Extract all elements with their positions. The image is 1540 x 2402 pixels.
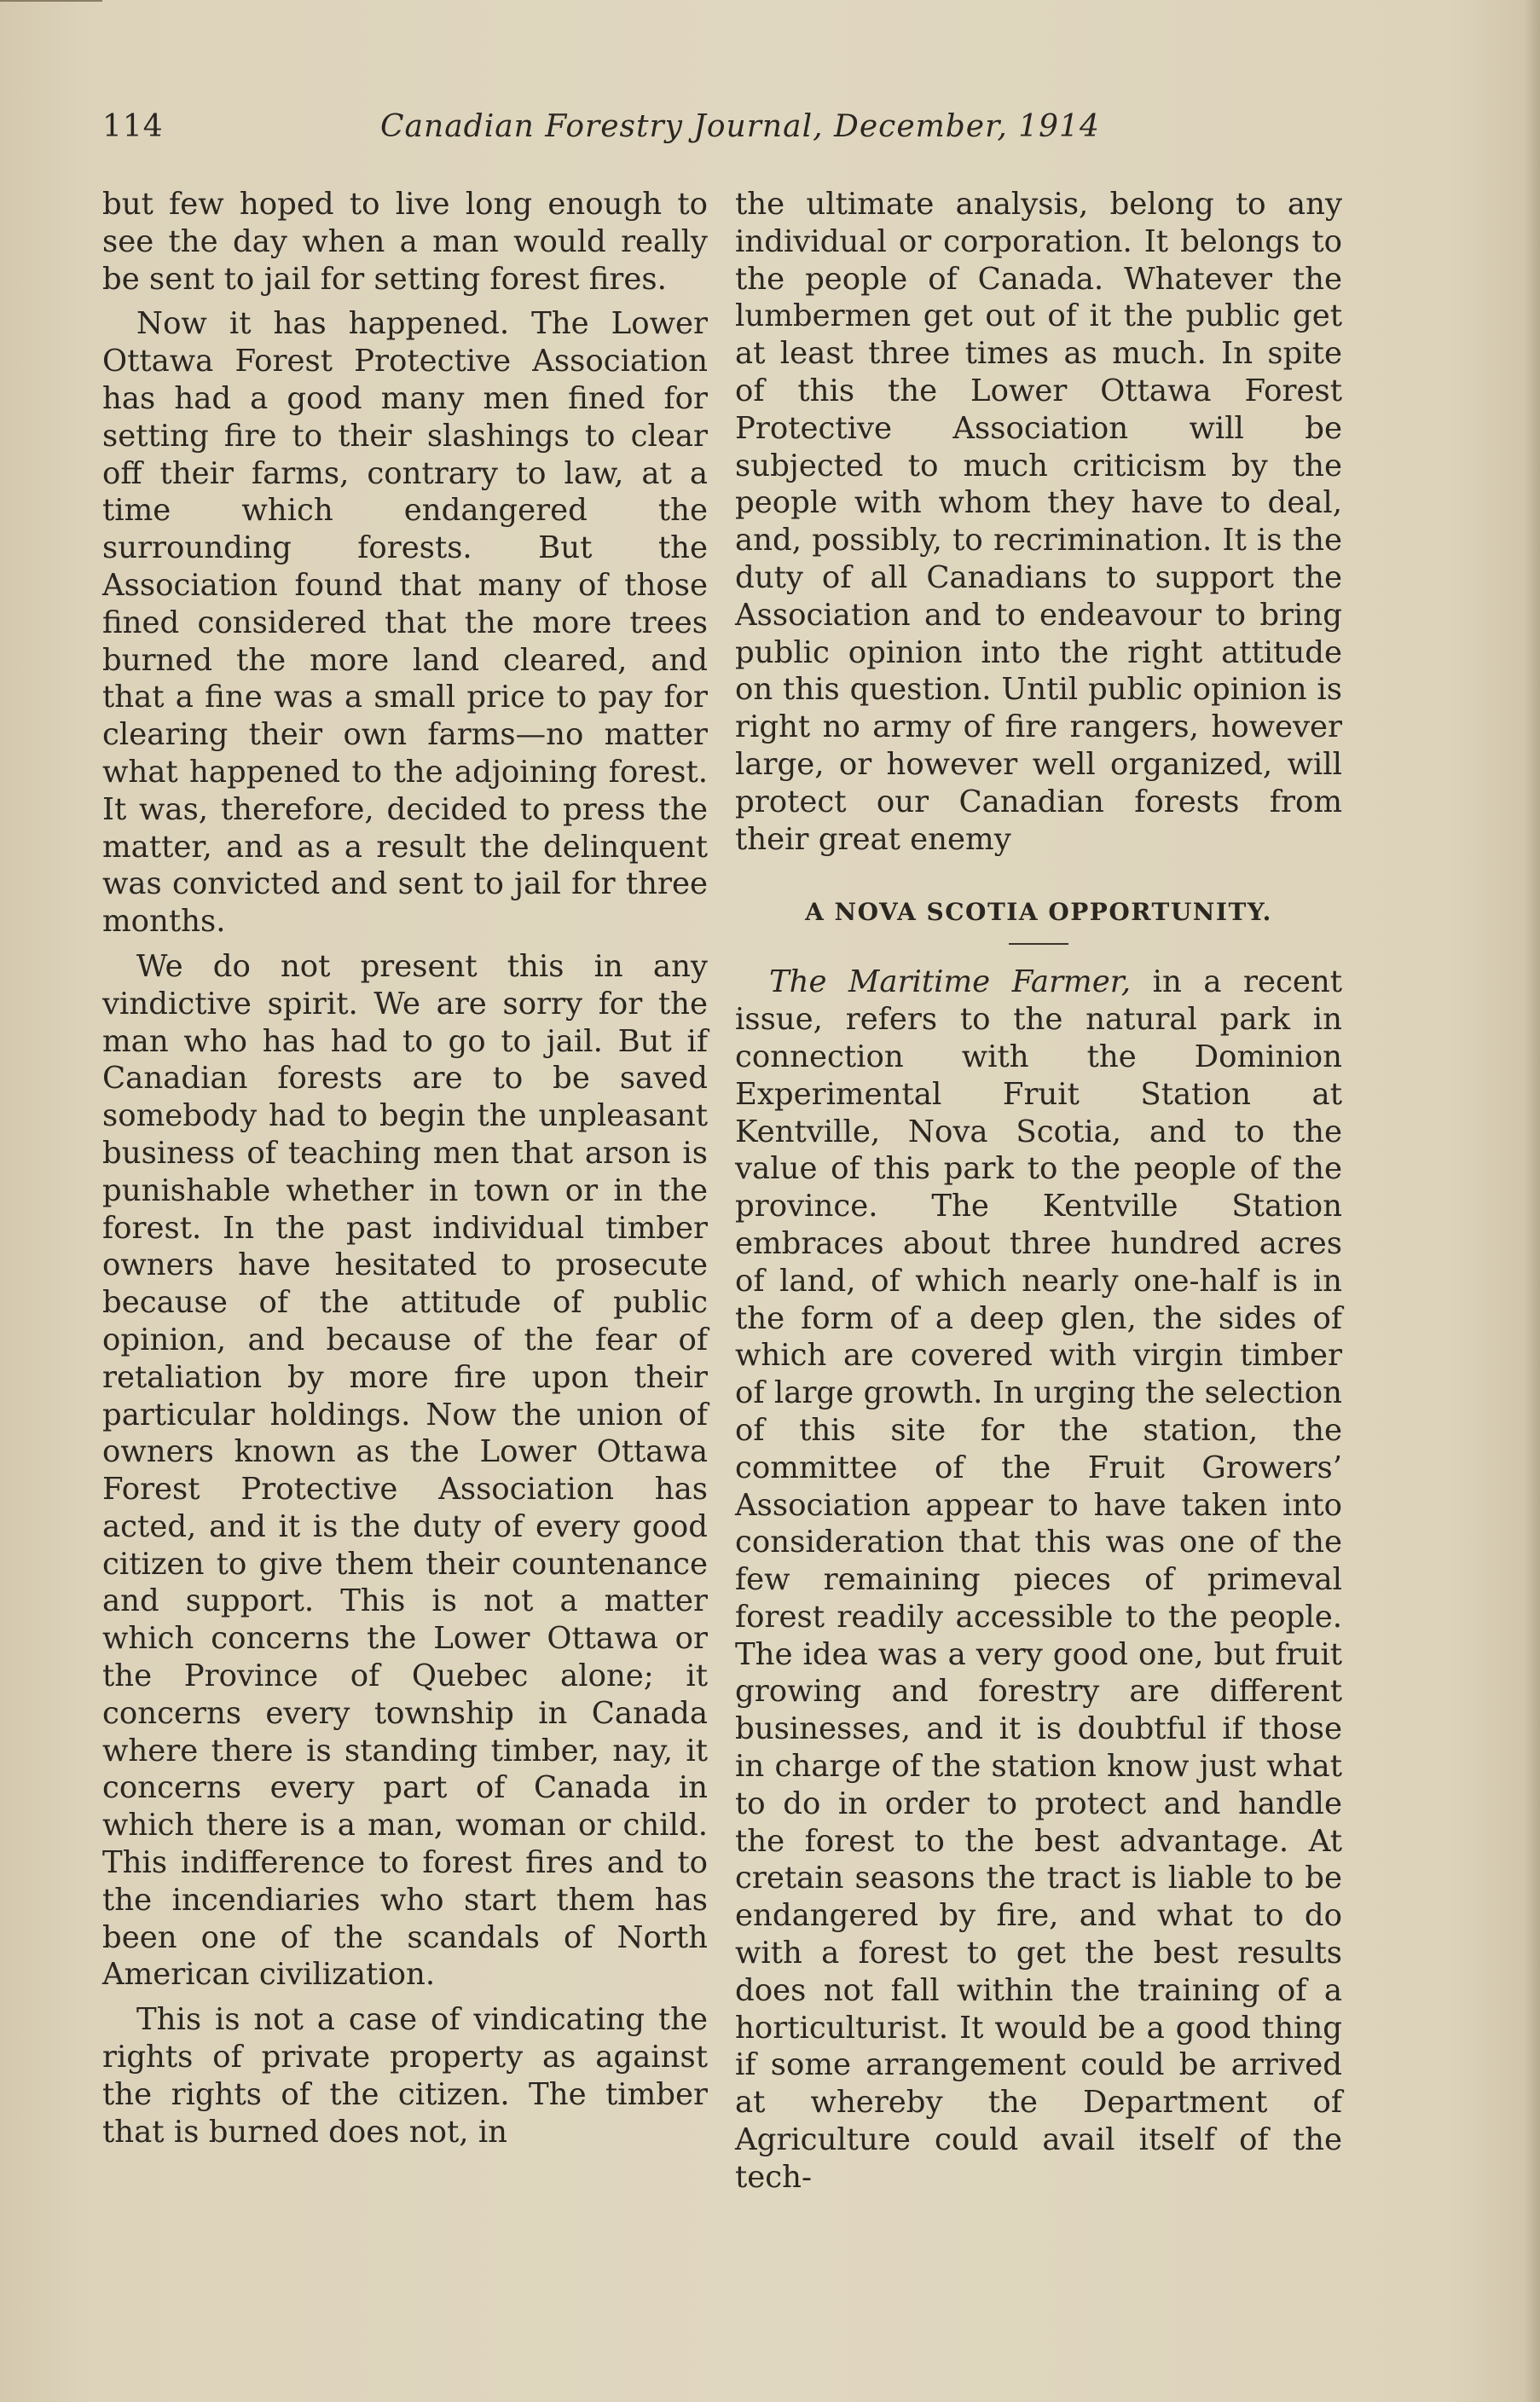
- top-edge-line: [0, 0, 102, 2]
- section-heading: A NOVA SCOTIA OPPORTUNITY.: [805, 898, 1272, 927]
- paragraph: We do not present this in any vindictive spirit. We are sorry for the man who has had to go to jail. But if Canadian forests are to be saved somebody had to begin the unpleasant business of teaching men that arson is punishable whether in town or in the forest. In the past individual timber owners have hesitated to prosecute because of the attitude of public opinion, and because of the fear of retaliation by more fire upon their particular holdings. Now the union of owners known as the Lower Ottawa Forest Protective Association has acted, and it is the duty of every good citizen to give them their countenance and support. This is not a matter which concerns the Lower Ottawa or the Province of Quebec alone; it concerns every township in Canada where there is standing timber, nay, it concerns every part of Canada in which there is a man, woman or child. This indifference to forest fires and to the incendiaries who start them has been one of the scandals of North American civilization.: [102, 948, 708, 1993]
- right-column: [735, 186, 1342, 2197]
- page-header: [102, 109, 1117, 160]
- paragraph-continued: but few hoped to live long enough to see the day when a man would really be sent to jail for setting forest fires.: [102, 187, 708, 297]
- running-title: Canadian Forestry Journal, December, 1914: [380, 109, 1100, 144]
- paragraph: This is not a case of vindicating the rights of private property as against the rights of the citizen. The timber that is burned does not, in: [102, 2002, 708, 2150]
- paragraph-continued: the ultimate analysis, belong to any individual or corporation. It belongs to the people of Canada. Whatever the lumbermen get out of it the public get at least three times as much. In spite of this the Lower Ottawa Forest Protective Association will be subjected to much criticism by the people with whom they have to deal, and, possibly, to recrimination. It is the duty of all Canadians to support the Association and to endeavour to bring public opinion into the right attitude on this question. Until public opinion is right no army of fire rangers, however large, or however well organized, will protect our Canadian forests from their great enemy: [735, 187, 1342, 857]
- section-paragraph: [735, 964, 1342, 2196]
- publication-title: The Maritime Farmer,: [769, 964, 1132, 1000]
- left-column: [102, 186, 708, 2150]
- section-paragraph-text: in a recent issue, refers to the natural park in connection with the Dominion Experimental Fruit Station at Kentville, Nova Scotia, and to the value of this park to the people of the province. The Kentville Station embraces about three hundred acres of land, of which nearly one-half is in the form of a deep glen, the sides of which are covered with virgin timber of large growth. In urging the selection of this site for the station, the committee of the Fruit Growers’ Association appear to have taken into consideration that this was one of the few remaining pieces of primeval forest readily accessible to the people. The idea was a very good one, but fruit growing and forestry are different businesses, and it is doubtful if those in charge of the station know just what to do in order to protect and handle the forest to the best advantage. At cretain seasons the tract is liable to be endangered by fire, and what to do with a forest to get the best results does not fall within the training of a horticulturist. It would be a good thing if some arrangement could be arrived at whereby the Department of Agriculture could avail itself of the tech-: [735, 964, 1343, 2195]
- page-number: 114: [102, 109, 164, 144]
- paragraph: Now it has happened. The Lower Ottawa Forest Protective Association has had a good many men fined for setting fire to their slashings to clear off their farms, contrary to law, at a time which endangered the surrounding forests. But the Association found that many of those fined considered that the more trees burned the more land cleared, and that a fine was a small price to pay for clearing their own farms—no matter what happened to the adjoining forest. It was, therefore, decided to press the matter, and as a result the delinquent was convicted and sent to jail for three months.: [102, 306, 708, 940]
- heading-rule: [1009, 943, 1068, 945]
- page-edge-shadow: [1525, 0, 1540, 2402]
